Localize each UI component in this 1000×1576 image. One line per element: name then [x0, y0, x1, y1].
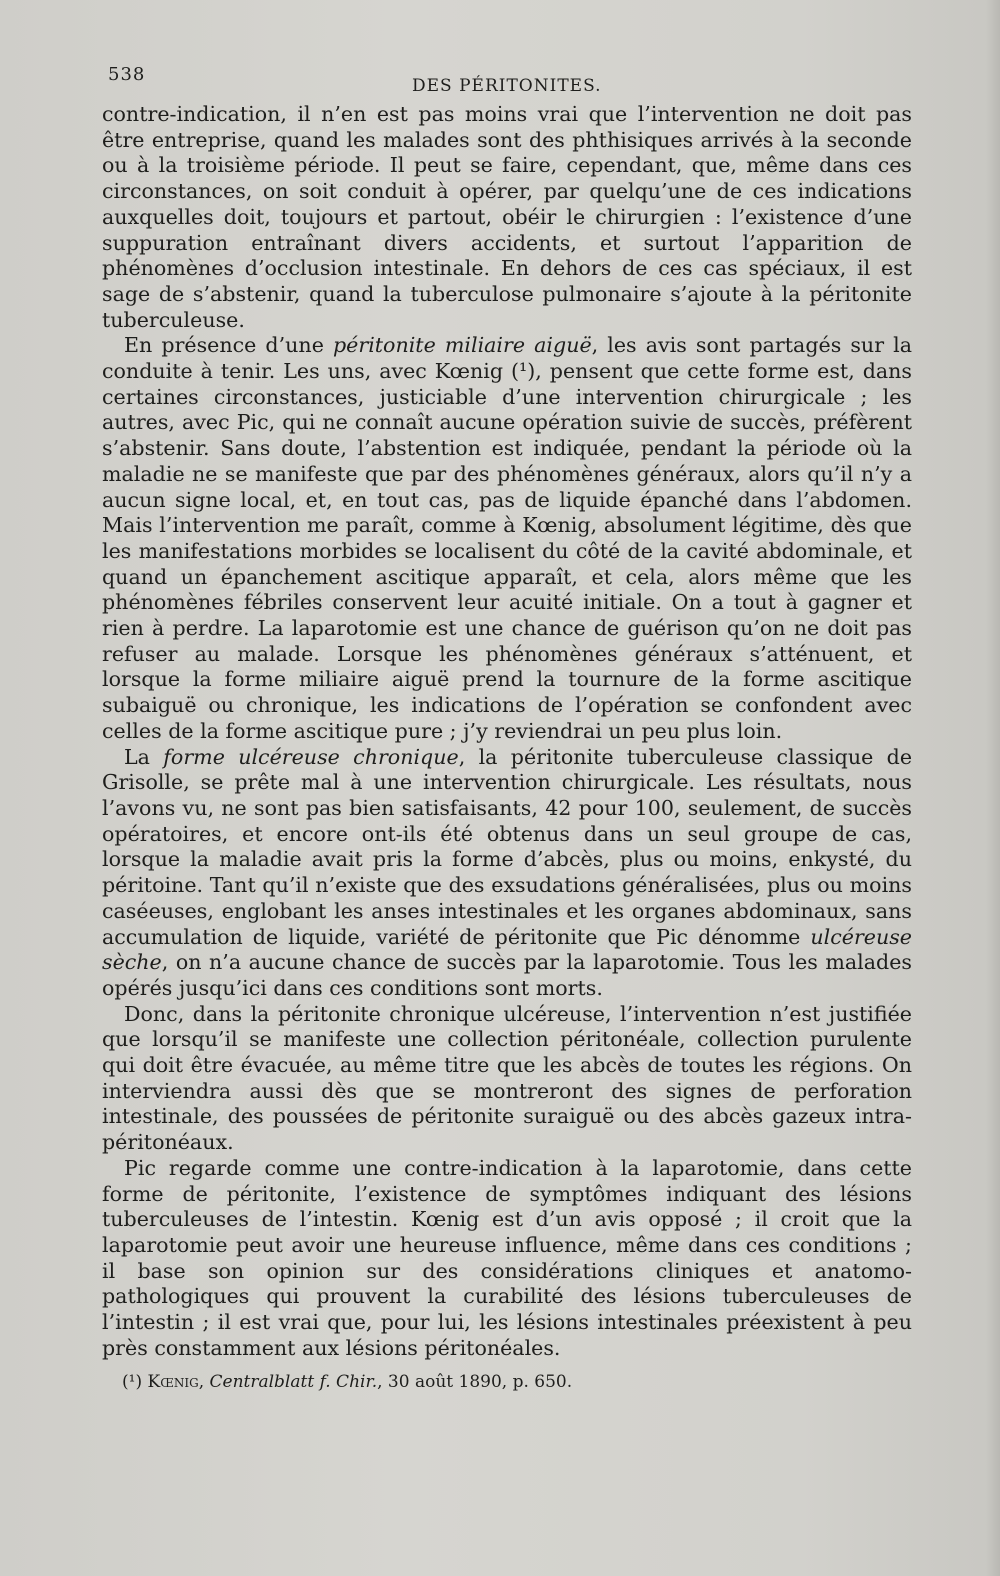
body-text [102, 102, 912, 1361]
footnote-author: Kœnig [147, 1372, 199, 1393]
page-edge [986, 0, 1000, 1576]
italic-phrase: ulcéreuse sèche [102, 924, 912, 975]
paragraph [102, 1156, 912, 1362]
footnote: (¹) Kœnig, Centralblatt f. Chir., 30 août 1890, p. 650. [122, 1372, 573, 1393]
footnote-source: Centralblatt f. Chir. [209, 1372, 378, 1393]
italic-phrase: péritonite miliaire aiguë [332, 333, 592, 358]
paragraph [102, 333, 912, 744]
page-number: 538 [108, 64, 146, 85]
italic-phrase: forme ulcéreuse chronique [163, 744, 459, 769]
footnote-marker: (¹) [122, 1372, 143, 1393]
text-run: En présence d’une [124, 333, 333, 358]
text-run: contre-indication, il n’en est pas moins vrai que l’intervention ne doit pas être entreprise, quand les malades sont des phthisiques arrivés à la seconde ou à la troisième période. Il peut se faire, cependant, que, même dans ces circonstances, on soit conduit à opérer, par quelqu’une de ces indications auxquelles doit, toujours et partout, obéir le chirurgien : l’existence d’une suppuration entraînant divers accidents, et surtout l’apparition de phénomènes d’occlusion intestinale. En dehors de ces cas spéciaux, il est sage de s’abstenir, quand la tuberculose pulmonaire s’ajoute à la péritonite tuberculeuse. [102, 102, 912, 332]
text-run: , les avis sont partagés sur la conduite à tenir. Les uns, avec Kœnig (¹), pensent que cette forme est, dans certaines circonstances, justiciable d’une intervention chirurgicale ; les autres, avec Pic, qui ne connaît aucune opération suivie de succès, préfèrent s’abstenir. Sans doute, l’abstention est indiquée, pendant la période où la maladie ne se manifeste que par des phénomènes généraux, alors qu’il n’y a aucun signe local, et, en tout cas, pas de liquide épanché dans l’abdomen. Mais l’intervention me paraît, comme à Kœnig, absolument légitime, dès que les manifestations morbides se localisent du côté de la cavité abdominale, et quand un épanchement ascitique apparaît, et cela, alors même que les phénomènes fébriles conservent leur acuité initiale. On a tout à gagner et rien à perdre. La laparotomie est une chance de guérison qu’on ne doit pas refuser au malade. Lorsque les phénomènes généraux s’atténuent, et lorsque la forme miliaire aiguë prend la tournure de la forme ascitique subaiguë ou chronique, les indications de l’opération se confondent avec celles de la forme ascitique pure ; j’y reviendrai un peu plus loin. [102, 333, 912, 743]
text-run: , la péritonite tuberculeuse classique de Grisolle, se prête mal à une intervention chirurgicale. Les résultats, nous l’avons vu, ne sont pas bien satisfaisants, 42 pour 100, seulement, de succès opératoires, et encore ont-ils été obtenus dans un seul groupe de cas, lorsque la maladie avait pris la forme d’abcès, plus ou moins, enkysté, du péritoine. Tant qu’il n’existe que des exsudations généralisées, plus ou moins caséeuses, englobant les anses intestinales et les organes abdominaux, sans accumulation de liquide, variété de péritonite que Pic dénomme [102, 744, 913, 949]
text-run: , on n’a aucune chance de succès par la laparotomie. Tous les malades opérés jusqu’ici dans ces conditions sont morts. [102, 950, 912, 1000]
paragraph [102, 102, 912, 333]
text-run: La [124, 744, 164, 769]
page-header [102, 62, 912, 102]
footnote-details: , 30 août 1890, p. 650. [377, 1372, 573, 1393]
running-title: DES PÉRITONITES. [412, 76, 602, 96]
text-run: Pic regarde comme une contre-indication à la laparotomie, dans cette forme de péritonite, l’existence de symptômes indiquant des lésions tuberculeuses de l’intestin. Kœnig est d’un avis opposé ; il croit que la laparotomie peut avoir une heureuse influence, même dans ces conditions ; il base son opinion sur des considérations cliniques et anatomo-pathologiques qui prouvent la curabilité des lésions tuberculeuses de l’intestin ; il est vrai que, pour lui, les lésions intestinales préexistent à peu près constamment aux lésions péritonéales. [102, 1155, 912, 1360]
paragraph [102, 1002, 912, 1156]
text-run: Donc, dans la péritonite chronique ulcéreuse, l’intervention n’est justifiée que lorsqu’il se manifeste une collection péritonéale, collection purulente qui doit être évacuée, au même titre que les abcès de toutes les régions. On interviendra aussi dès que se montreront des signes de perforation intestinale, des poussées de péritonite suraiguë ou des abcès gazeux intra-péritonéaux. [102, 1001, 912, 1155]
paragraph [102, 745, 912, 1002]
